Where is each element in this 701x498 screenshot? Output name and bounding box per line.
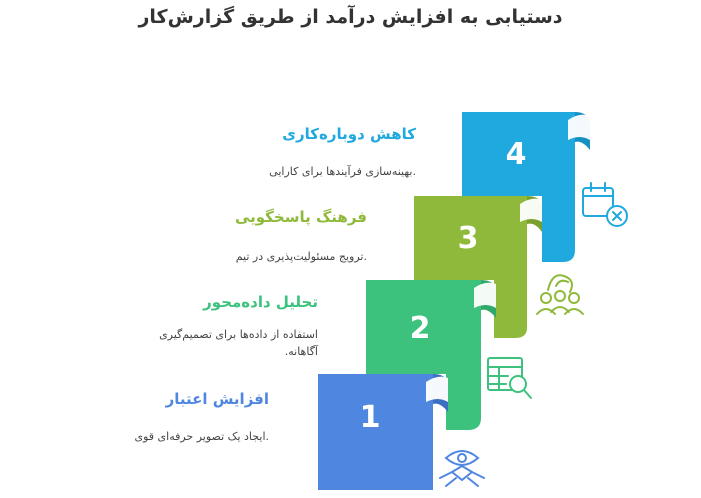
step-3-number: 3 [457,221,479,256]
handshake-eye-icon [440,451,484,486]
team-icon [537,275,583,314]
step-1-description: .ایجاد یک تصویر حرفه‌ای قوی [134,430,269,443]
step-3-description: .ترویج مسئولیت‌پذیری در تیم [235,250,367,263]
step-4-description: .بهینه‌سازی فرآیندها برای کارایی [269,165,416,178]
step-1-number: 1 [359,400,381,435]
step-2-description: استفاده از داده‌ها برای تصمیم‌گیری آگاهانه. [159,328,318,358]
step-1-title: افزایش اعتبار [165,390,269,408]
step-2-number: 2 [409,311,431,346]
table-search-icon [488,358,531,398]
page-title: دستیابی به افزایش درآمد از طریق گزارش‌کار [138,6,563,28]
step-2-title: تحلیل داده‌محور [203,293,318,311]
step-4-number: 4 [505,137,527,172]
step-4-title: کاهش دوباره‌کاری [282,125,416,143]
step-3-title: فرهنگ پاسخگویی [234,208,367,226]
calendar-cancel-icon [583,183,627,226]
